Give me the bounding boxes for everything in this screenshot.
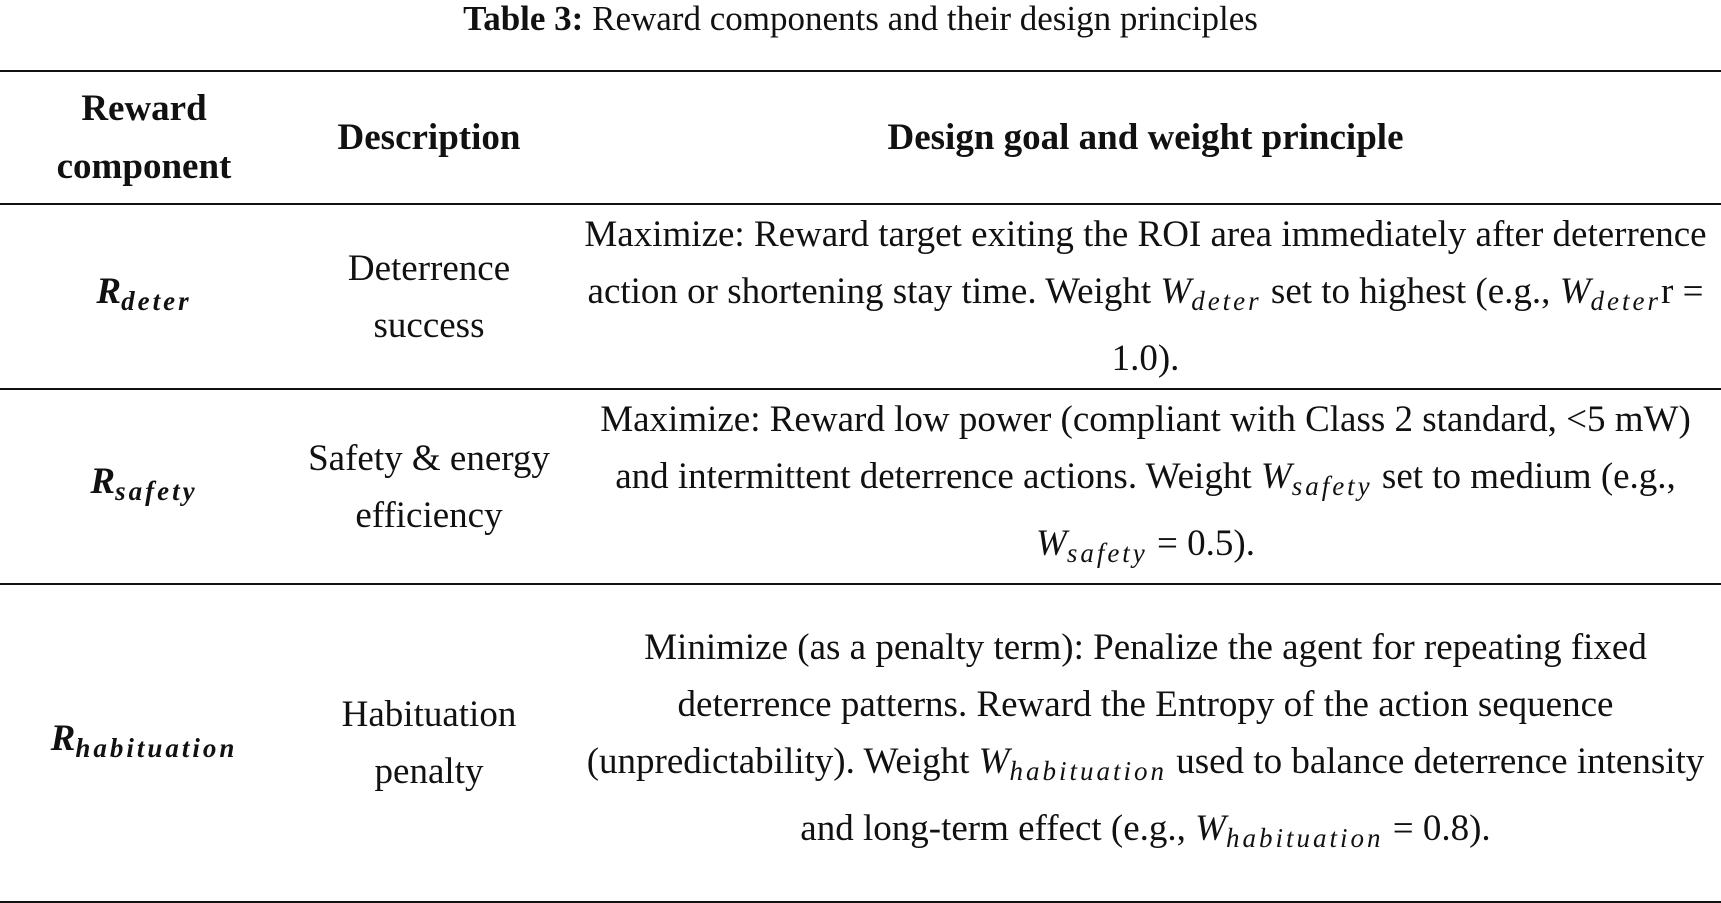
header-reward-component: Reward component <box>56 87 232 187</box>
principle-text: Maximize: Reward target exiting the ROI area immediately after deterrence action or shortening stay time. Weight <box>584 214 1707 312</box>
principle-text: = 0.8). <box>1383 808 1491 849</box>
principle-text: Minimize (as a penalty term): Penalize the agent for repeating fixed deterrence patterns. Reward the Entropy of the action sequence (unpredictability). Weight <box>586 627 1647 782</box>
reward-symbol <box>0 204 288 389</box>
reward-principle <box>570 584 1721 902</box>
weight-suffix: r <box>1661 271 1674 312</box>
reward-principle <box>570 389 1721 584</box>
reward-principle <box>570 204 1721 389</box>
reward-components-table <box>0 70 1721 903</box>
reward-description: Safety & energy efficiency <box>308 437 550 536</box>
weight-symbol: W <box>1195 808 1226 849</box>
reward-symbol <box>0 584 288 902</box>
weight-symbol: W <box>1260 456 1292 497</box>
weight-symbol: W <box>978 741 1010 782</box>
weight-symbol: W <box>1035 523 1067 564</box>
header-row <box>0 71 1721 204</box>
table-caption <box>0 0 1721 40</box>
weight-symbol: W <box>1160 271 1192 312</box>
weight-subscript: deter <box>1191 286 1262 316</box>
principle-text: set to highest (e.g., <box>1261 271 1560 312</box>
principle-text: set to medium (e.g., <box>1372 456 1676 497</box>
reward-description: Deterrence success <box>347 247 511 346</box>
table-row <box>0 389 1721 584</box>
symbol-base: R <box>50 717 76 759</box>
symbol-subscript: deter <box>121 286 192 316</box>
symbol-subscript: safety <box>115 476 198 506</box>
weight-subscript: safety <box>1066 538 1148 568</box>
principle-text: Maximize: Reward low power (compliant with Class 2 standard, <5 mW) and intermittent deterrence actions. Weight <box>600 399 1691 497</box>
caption-text: Reward components and their design principles <box>592 0 1258 38</box>
table-row <box>0 204 1721 389</box>
weight-subscript: safety <box>1291 471 1373 501</box>
table-header <box>0 71 1721 204</box>
reward-description: Habituation penalty <box>341 694 517 792</box>
symbol-base: R <box>90 461 116 502</box>
principle-text: = 1.0). <box>1111 271 1704 379</box>
caption-label: Table 3: <box>463 0 584 38</box>
table-row <box>0 584 1721 902</box>
principle-text: = 0.5). <box>1147 523 1255 564</box>
weight-subscript: deter <box>1590 286 1661 316</box>
header-design-goal: Design goal and weight principle <box>887 116 1404 158</box>
weight-subscript: habituation <box>1225 823 1384 853</box>
weight-subscript: habituation <box>1009 756 1167 786</box>
table-body <box>0 204 1721 902</box>
symbol-subscript: habituation <box>75 732 238 763</box>
header-description: Description <box>337 116 521 158</box>
symbol-base: R <box>96 271 122 312</box>
reward-symbol <box>0 389 288 584</box>
weight-symbol: W <box>1559 271 1591 312</box>
principle-text: used to balance deterrence intensity and long-term effect (e.g., <box>800 741 1705 849</box>
